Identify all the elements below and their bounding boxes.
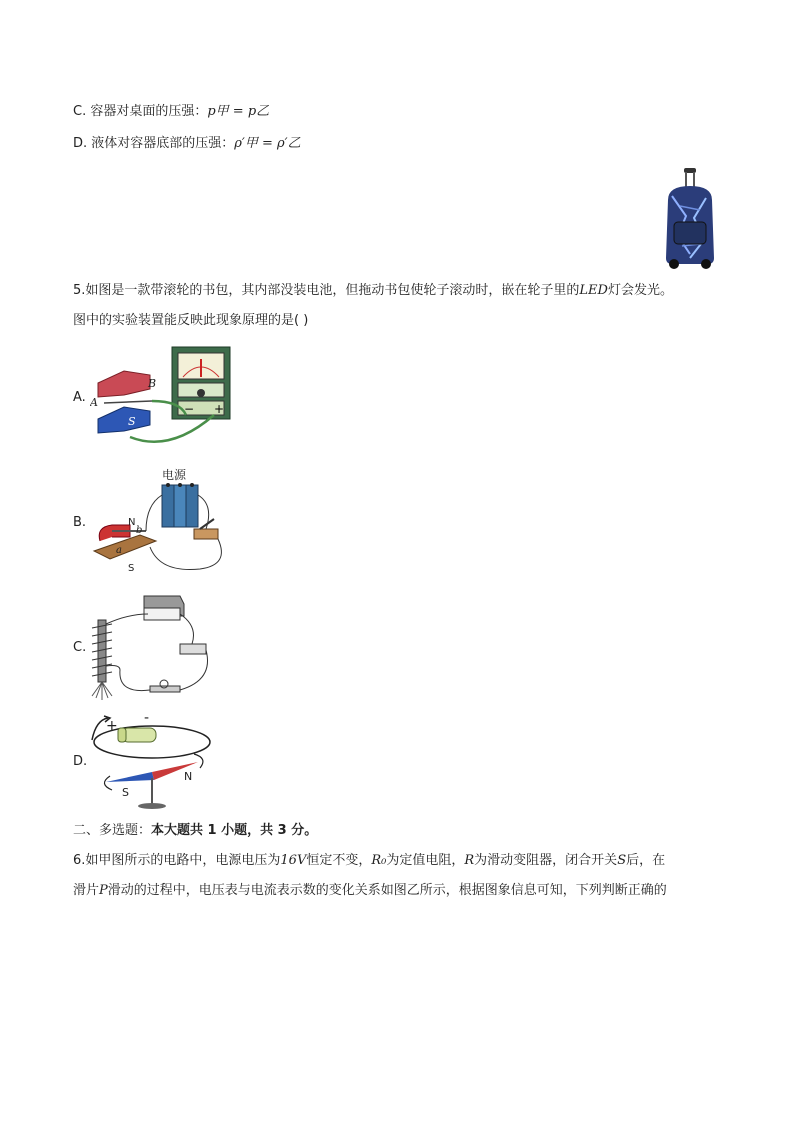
fig-b-label-s: S xyxy=(128,563,135,574)
fig-b-power: 电源 xyxy=(162,468,187,482)
q5-led: LED xyxy=(579,283,608,298)
fig-d-plus: + xyxy=(106,718,118,734)
q6-r0: R₀ xyxy=(371,853,387,868)
option-a-label: A. xyxy=(73,390,86,405)
option-c-label: C. xyxy=(73,640,87,655)
option-d-math: ρ′甲 = ρ′乙 xyxy=(234,136,301,151)
svg-text:−: − xyxy=(184,402,195,416)
fig-b-label-b: b xyxy=(136,525,143,536)
svg-text:+: + xyxy=(214,402,225,416)
fig-a-label-a: A xyxy=(90,396,98,409)
q6-line2-b: 滑动的过程中，电压表与电流表示数的变化关系如图乙所示，根据图象信息可知，下列判断正确的 xyxy=(107,883,667,898)
q6-line1 xyxy=(73,852,665,870)
q6-line1-b: 恒定不变， xyxy=(306,853,372,868)
fig-b-label-a: a xyxy=(116,545,122,556)
section2-title: 二、多选题： xyxy=(73,823,152,838)
option-c-text: C. 容器对桌面的压强： xyxy=(73,104,208,119)
fig-b-label-n: N xyxy=(128,517,136,528)
q6-s: S xyxy=(617,853,627,868)
figure-d-oersted xyxy=(88,710,218,814)
q6-line1-a: 6.如甲图所示的电路中，电源电压为 xyxy=(73,853,281,868)
q6-line1-c: 为定值电阻， xyxy=(386,853,465,868)
q6-line2-a: 滑片 xyxy=(73,883,100,898)
q6-line1-d: 为滑动变阻器，闭合开关 xyxy=(474,853,618,868)
option-d-label: D. xyxy=(73,754,88,769)
fig-d-minus: - xyxy=(144,710,150,726)
q5-line1-b: 灯会发光。 xyxy=(607,283,673,298)
q6-r: R xyxy=(464,853,475,868)
fig-a-label-s: S xyxy=(128,415,136,428)
fig-a-label-b: B xyxy=(148,377,157,390)
q5-line1 xyxy=(73,282,673,300)
figure-b-motor xyxy=(90,465,240,577)
q5-line2: 图中的实验装置能反映此现象原理的是( ) xyxy=(73,313,309,328)
backpack-image xyxy=(660,166,720,270)
figure-a-generator xyxy=(90,343,240,455)
q6-voltage: 16V xyxy=(280,853,307,868)
option-d-prev xyxy=(73,135,301,153)
option-b-label: B. xyxy=(73,515,87,530)
q6-line2 xyxy=(73,882,667,900)
q6-p: P xyxy=(99,883,108,898)
figure-c-electromagnet xyxy=(88,590,218,702)
q5-line1-a: 5.如图是一款带滚轮的书包，其内部没装电池，但拖动书包使轮子滚动时，嵌在轮子里的 xyxy=(73,283,580,298)
section2-header xyxy=(73,822,317,840)
fig-d-label-s: S xyxy=(122,786,129,799)
option-c-math: p甲 = p乙 xyxy=(207,104,270,119)
option-c-prev xyxy=(73,103,269,121)
q6-line1-e: 后，在 xyxy=(626,853,666,868)
section2-desc: 本大题共 1 小题，共 3 分。 xyxy=(151,823,318,838)
option-d-text: D. 液体对容器底部的压强： xyxy=(73,136,235,151)
fig-d-label-n: N xyxy=(184,770,193,783)
